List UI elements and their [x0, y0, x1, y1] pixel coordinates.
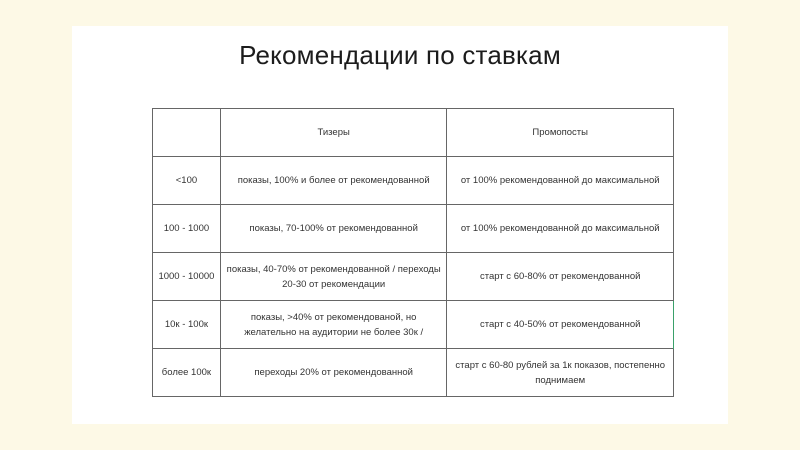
- table-row: [153, 205, 674, 253]
- table-row: [153, 349, 674, 397]
- header-teasers: Тизеры: [220, 109, 447, 157]
- teasers-cell: переходы 20% от рекомендованной: [220, 349, 447, 397]
- promoposts-cell: от 100% рекомендованной до максимальной: [447, 157, 674, 205]
- table-header-row: [153, 109, 674, 157]
- slide: [72, 26, 728, 424]
- slide-title: Рекомендации по ставкам: [239, 40, 561, 70]
- table-row: [153, 301, 674, 349]
- teasers-cell: показы, 40-70% от рекомендованной / переходы 20-30 от рекомендации: [220, 253, 447, 301]
- range-cell: <100: [153, 157, 221, 205]
- teasers-cell: показы, >40% от рекомендованой, но желательно на аудитории не более 30к /: [220, 301, 447, 349]
- table-row: [153, 157, 674, 205]
- range-cell: более 100к: [153, 349, 221, 397]
- range-cell: 1000 - 10000: [153, 253, 221, 301]
- range-cell: 10к - 100к: [153, 301, 221, 349]
- selection-edge-marker: [673, 301, 674, 349]
- header-promoposts: Промопосты: [447, 109, 674, 157]
- promoposts-cell: старт с 60-80% от рекомендованной: [447, 253, 674, 301]
- table-row: [153, 253, 674, 301]
- header-range: [153, 109, 221, 157]
- promoposts-cell: старт с 60-80 рублей за 1к показов, постепенно поднимаем: [447, 349, 674, 397]
- teasers-cell: показы, 100% и более от рекомендованной: [220, 157, 447, 205]
- range-cell: 100 - 1000: [153, 205, 221, 253]
- promoposts-cell: от 100% рекомендованной до максимальной: [447, 205, 674, 253]
- bid-recommendations-table: [152, 108, 674, 397]
- promoposts-cell: старт с 40-50% от рекомендованной: [447, 301, 674, 349]
- teasers-cell: показы, 70-100% от рекомендованной: [220, 205, 447, 253]
